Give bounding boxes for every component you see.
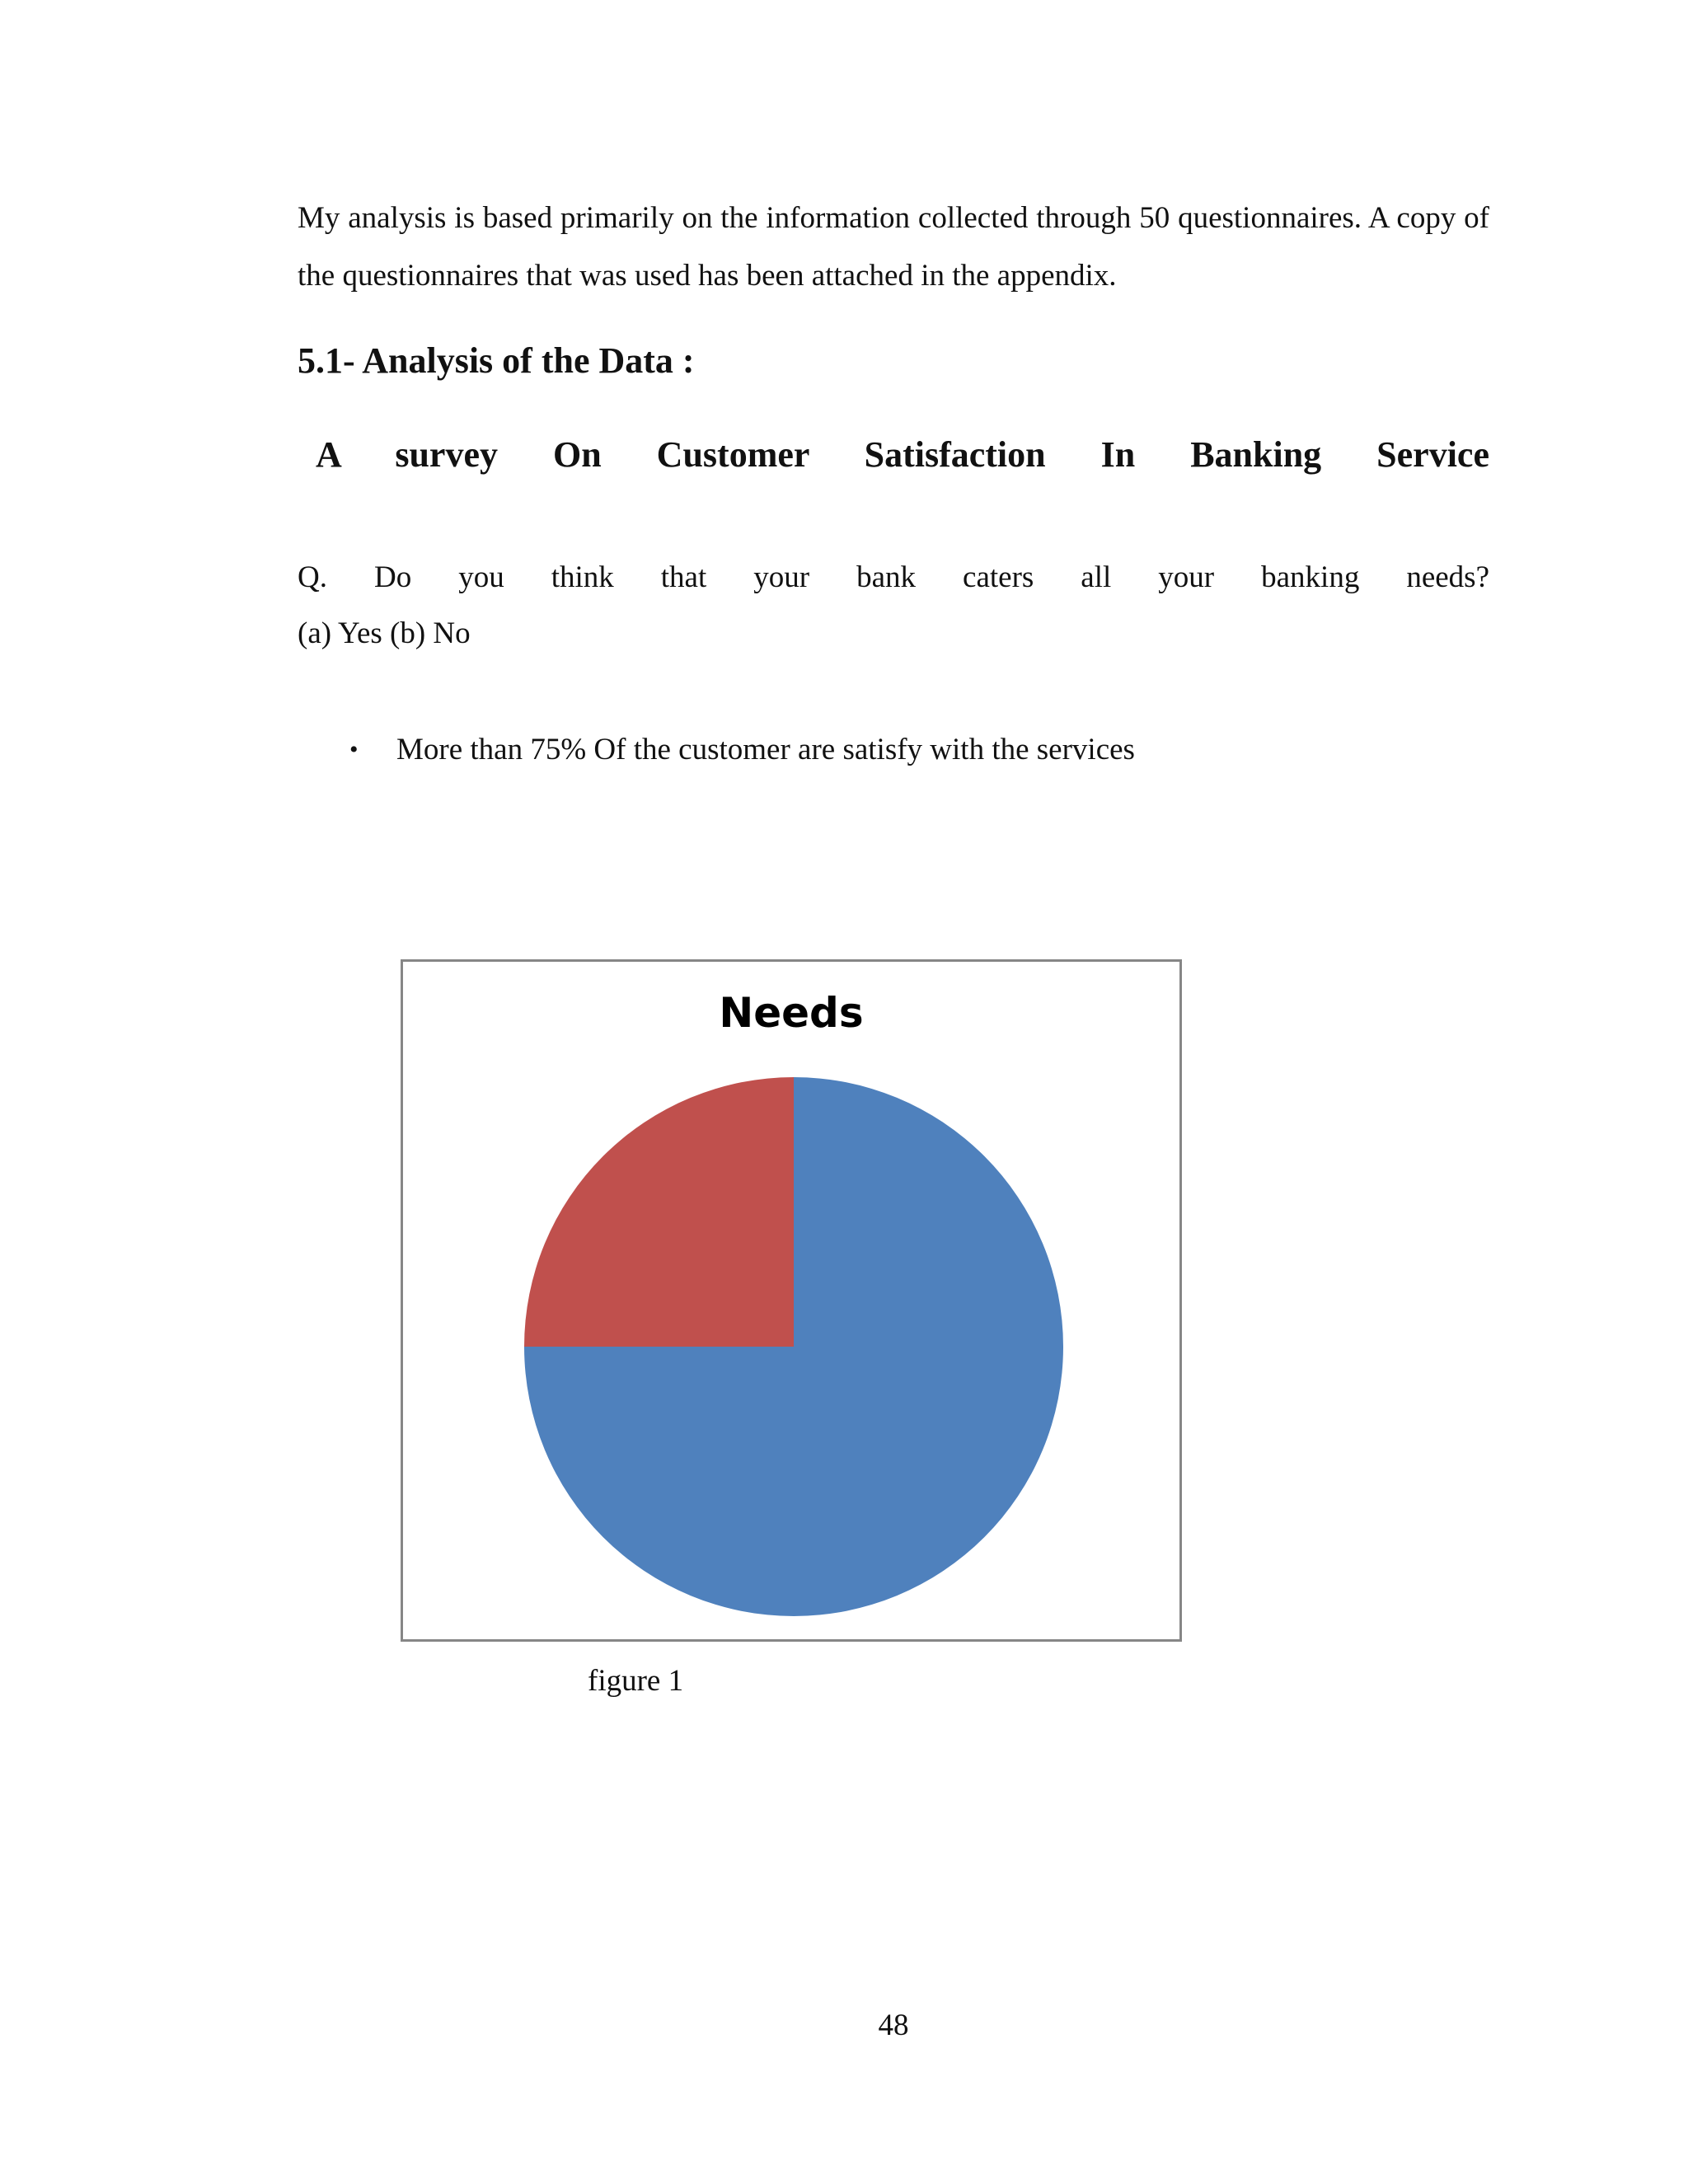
- survey-question: Q. Do you think that your bank caters all your banking needs?: [298, 560, 1489, 594]
- findings-list: [0, 725, 1135, 775]
- bullet-icon: •: [349, 736, 359, 763]
- section-heading: 5.1- Analysis of the Data :: [298, 340, 695, 381]
- figure-caption: figure 1: [588, 1664, 684, 1698]
- pie-chart: [403, 962, 1179, 1639]
- finding-text: More than 75% Of the customer are satisfy with the services: [396, 733, 1135, 766]
- pie-slice-1: [524, 1077, 794, 1347]
- page-number: 48: [878, 2008, 909, 2042]
- finding-item: [0, 725, 1135, 775]
- pie-chart-frame: [401, 959, 1182, 1642]
- survey-title: A survey On Customer Satisfaction In Banking Service: [316, 434, 1489, 475]
- chart-title: Needs: [719, 989, 864, 1037]
- answer-options: (a) Yes (b) No: [298, 616, 471, 650]
- pie-slices: [524, 1077, 1063, 1616]
- intro-paragraph: My analysis is based primarily on the information collected through 50 questionnaires. A copy of the questionnaires that was used has been attached in the appendix.: [298, 201, 1489, 293]
